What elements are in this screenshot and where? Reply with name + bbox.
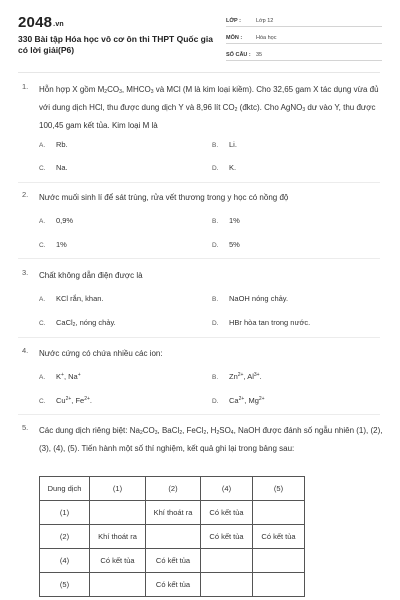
option-d[interactable]: D. K.	[212, 163, 237, 172]
table-cell	[146, 525, 201, 549]
option-b[interactable]: B. 1%	[212, 216, 240, 225]
option-b[interactable]: B. NaOH nóng chảy.	[212, 294, 289, 303]
meta-question-count: SỐ CÂU : 35	[226, 46, 382, 61]
question-divider	[18, 258, 380, 259]
table-cell: (5)	[40, 573, 90, 597]
table-header-cell: (2)	[146, 477, 201, 501]
results-table	[39, 476, 305, 597]
question-divider	[18, 414, 380, 415]
option-b[interactable]: B. Li.	[212, 140, 237, 149]
option-d[interactable]: D. HBr hòa tan trong nước.	[212, 318, 311, 327]
table-cell	[90, 573, 146, 597]
meta-grade: LỚP : Lớp 12	[226, 12, 382, 27]
table-cell: Có kết tủa	[201, 525, 253, 549]
option-d[interactable]: D. 5%	[212, 240, 240, 249]
question-text: Các dung dịch riêng biệt: $Na_2CO_3$, BaCl$_2$, FeCl$_2$, $H_2SO_4$, NaOH được đánh số ngẫu nhiên (1), (2), (3), (4), (5). Tiến hành một số thí nghiệm, kết quả ghi lại trong bảng sau:	[39, 426, 383, 453]
table-cell	[253, 549, 305, 573]
table-row	[40, 573, 305, 597]
option-a[interactable]: A. K+, Na+	[39, 372, 81, 381]
table-cell: Khí thoát ra	[90, 525, 146, 549]
table-cell	[90, 501, 146, 525]
table-cell: Có kết tủa	[253, 525, 305, 549]
table-cell: (4)	[40, 549, 90, 573]
option-a[interactable]: A. 0,9%	[39, 216, 74, 225]
table-cell: Khí thoát ra	[146, 501, 201, 525]
table-row	[40, 549, 305, 573]
document-title: 330 Bài tập Hóa học vô cơ ôn thi THPT Quốc gia có lời giải(P6)	[18, 34, 213, 55]
page-header	[0, 0, 400, 70]
site-logo[interactable]: 2048.vn	[18, 14, 64, 31]
option-d[interactable]: D. $Ca^{2+}$, $Mg^{2+}$	[212, 396, 265, 405]
question-text: Nước cứng có chứa nhiều các ion:	[39, 349, 163, 358]
option-c[interactable]: C. CaCl$_2$, nóng chảy.	[39, 318, 116, 328]
table-cell	[253, 501, 305, 525]
question-divider	[18, 337, 380, 338]
table-cell	[201, 549, 253, 573]
option-b[interactable]: B. $Zn^{2+}$, $Al^{3+}$.	[212, 372, 262, 381]
option-c[interactable]: C. Na.	[39, 163, 68, 172]
option-a[interactable]: A. Rb.	[39, 140, 68, 149]
option-c[interactable]: C. $Cu^{2+}$, $Fe^{2+}$.	[39, 396, 93, 405]
table-cell: Có kết tủa	[90, 549, 146, 573]
question-text: Chất không dẫn điện được là	[39, 271, 143, 280]
header-divider	[18, 72, 380, 73]
table-cell	[201, 573, 253, 597]
table-row	[40, 501, 305, 525]
table-cell: Có kết tủa	[146, 549, 201, 573]
meta-subject: MÔN : Hóa học	[226, 29, 382, 44]
table-header-cell: (5)	[253, 477, 305, 501]
meta-panel	[226, 12, 382, 63]
table-header-cell: Dung dịch	[40, 477, 90, 501]
table-cell: Có kết tủa	[146, 573, 201, 597]
table-cell	[253, 573, 305, 597]
table-cell: Có kết tủa	[201, 501, 253, 525]
table-cell: (1)	[40, 501, 90, 525]
table-header-cell: (1)	[90, 477, 146, 501]
question-text: Nước muối sinh lí để sát trùng, rửa vết thương trong y học có nồng độ	[39, 193, 289, 202]
question-divider	[18, 182, 380, 183]
question-text: Hỗn hợp X gồm $M_2CO_3$, $MHCO_3$ và MCl (M là kim loại kiềm). Cho 32,65 gam X tác dụng vừa đủ với dung dịch HCl, thu được dung dịch Y và 8,96 lít $CO_2$ (đktc). Cho AgNO$_3$ dư vào Y, thu được 100,45 gam kết tủa. Kim loại M là	[39, 85, 379, 130]
option-c[interactable]: C. 1%	[39, 240, 67, 249]
table-row	[40, 525, 305, 549]
table-cell: (2)	[40, 525, 90, 549]
table-header-cell: (4)	[201, 477, 253, 501]
table-header-row	[40, 477, 305, 501]
option-a[interactable]: A. KCl rắn, khan.	[39, 294, 104, 303]
